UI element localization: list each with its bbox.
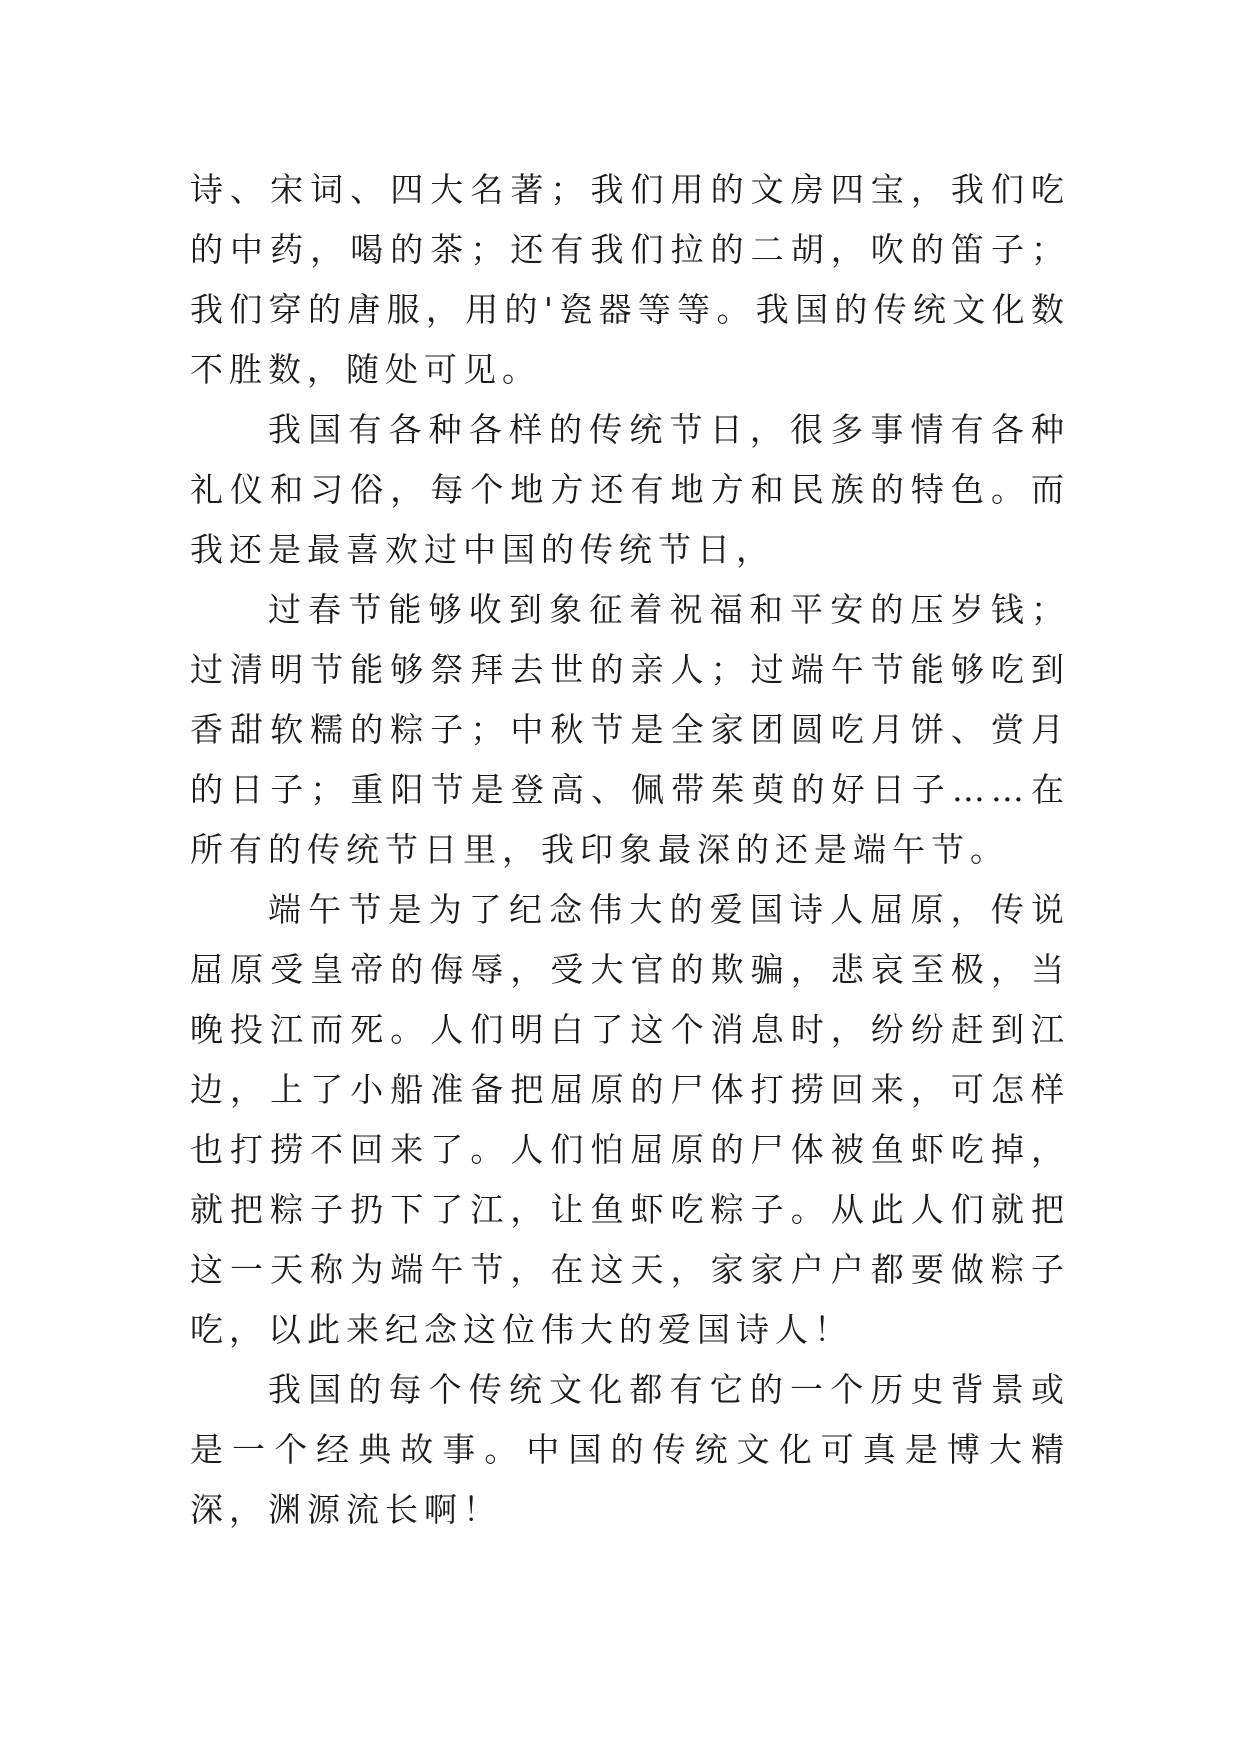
paragraph-4: 端午节是为了纪念伟大的爱国诗人屈原，传说屈原受皇帝的侮辱，受大官的欺骗，悲哀至极，当晚投江而死。人们明白了这个消息时，纷纷赶到江边，上了小船准备把屈原的尸体打捞回来，可怎样也打捞不回来了。人们怕屈原的尸体被鱼虾吃掉，就把粽子扔下了江，让鱼虾吃粽子。从此人们就把这一天称为端午节，在这天，家家户户都要做粽子吃，以此来纪念这位伟大的爱国诗人！ — [190, 890, 1070, 1349]
document-body — [190, 160, 1070, 1540]
paragraph-1: 诗、宋词、四大名著；我们用的文房四宝，我们吃的中药，喝的茶；还有我们拉的二胡，吹的笛子；我们穿的唐服，用的'瓷器等等。我国的传统文化数不胜数，随处可见。 — [190, 170, 1070, 389]
paragraph-5: 我国的每个传统文化都有它的一个历史背景或是一个经典故事。中国的传统文化可真是博大精深，渊源流长啊！ — [190, 1370, 1070, 1529]
paragraph-2: 我国有各种各样的传统节日，很多事情有各种礼仪和习俗，每个地方还有地方和民族的特色。而我还是最喜欢过中国的传统节日， — [190, 410, 1070, 569]
paragraph-3: 过春节能够收到象征着祝福和平安的压岁钱；过清明节能够祭拜去世的亲人；过端午节能够吃到香甜软糯的粽子；中秋节是全家团圆吃月饼、赏月的日子；重阳节是登高、佩带茱萸的好日子……在所有的传统节日里，我印象最深的还是端午节。 — [190, 590, 1070, 869]
